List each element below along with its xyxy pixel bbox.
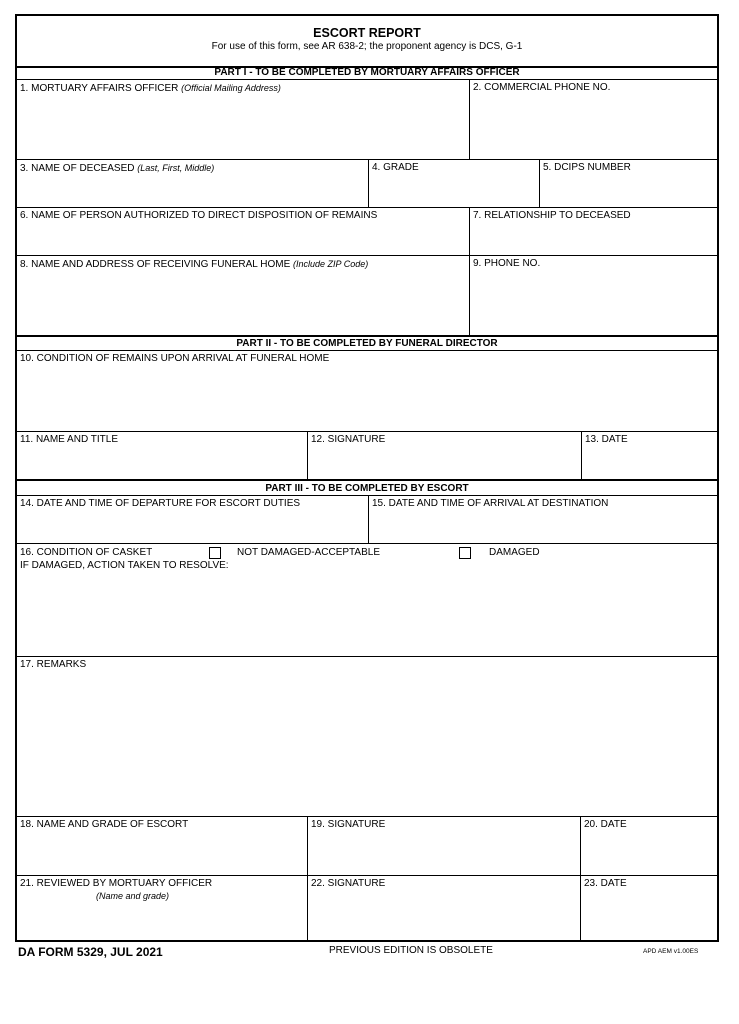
field-14-label: 14. DATE AND TIME OF DEPARTURE FOR ESCORT DUTIES — [20, 498, 301, 509]
field-escort-signature[interactable] — [308, 817, 581, 876]
field-person-authorized[interactable] — [17, 208, 470, 256]
field-escort-name-grade[interactable] — [17, 817, 308, 876]
field-funeral-home[interactable] — [17, 256, 470, 336]
field-3-label: 3. NAME OF DECEASED — [20, 163, 135, 174]
field-arrival-date-time[interactable] — [369, 496, 717, 544]
field-director-date[interactable] — [582, 432, 717, 480]
field-escort-date[interactable] — [581, 817, 717, 876]
field-director-name-title[interactable] — [17, 432, 308, 480]
field-15-label: 15. DATE AND TIME OF ARRIVAL AT DESTINATION — [372, 498, 609, 509]
part1-heading: PART I - TO BE COMPLETED BY MORTUARY AFFAIRS OFFICER — [17, 66, 717, 80]
damaged-label: DAMAGED — [489, 547, 540, 558]
field-23-label: 23. DATE — [584, 878, 627, 889]
field-22-label: 22. SIGNATURE — [311, 878, 386, 889]
field-remarks[interactable] — [17, 657, 717, 817]
field-7-label: 7. RELATIONSHIP TO DECEASED — [473, 210, 631, 221]
field-11-label: 11. NAME AND TITLE — [20, 434, 118, 445]
damaged-checkbox[interactable] — [459, 547, 471, 559]
field-2-label: 2. COMMERCIAL PHONE NO. — [473, 82, 611, 93]
part2-heading: PART II - TO BE COMPLETED BY FUNERAL DIRECTOR — [17, 335, 717, 351]
field-dcips-number[interactable] — [540, 160, 717, 208]
field-8-label: 8. NAME AND ADDRESS OF RECEIVING FUNERAL HOME — [20, 259, 291, 270]
not-damaged-label: NOT DAMAGED-ACCEPTABLE — [237, 547, 380, 558]
field-17-label: 17. REMARKS — [20, 659, 87, 670]
not-damaged-checkbox[interactable] — [209, 547, 221, 559]
damage-action-label[interactable]: IF DAMAGED, ACTION TAKEN TO RESOLVE: — [20, 560, 229, 571]
field-reviewer-signature[interactable] — [308, 876, 581, 940]
field-21-note: (Name and grade) — [96, 891, 170, 901]
field-5-label: 5. DCIPS NUMBER — [543, 162, 631, 173]
field-20-label: 20. DATE — [584, 819, 627, 830]
field-reviewer-date[interactable] — [581, 876, 717, 940]
form-number: DA FORM 5329, JUL 2021 — [18, 945, 163, 959]
field-9-label: 9. PHONE NO. — [473, 258, 541, 269]
field-21-label: 21. REVIEWED BY MORTUARY OFFICER — [20, 878, 213, 889]
field-8-note: (Include ZIP Code) — [293, 259, 369, 269]
field-reviewed-by[interactable] — [17, 876, 308, 940]
field-director-signature[interactable] — [308, 432, 582, 480]
edition-notice: PREVIOUS EDITION IS OBSOLETE — [329, 945, 493, 956]
field-condition-of-remains[interactable] — [17, 351, 717, 432]
field-condition-of-casket — [17, 544, 717, 657]
field-13-label: 13. DATE — [585, 434, 628, 445]
field-10-label: 10. CONDITION OF REMAINS UPON ARRIVAL AT FUNERAL HOME — [20, 353, 330, 364]
field-1-label: 1. MORTUARY AFFAIRS OFFICER — [20, 83, 179, 94]
field-1-note: (Official Mailing Address) — [181, 83, 281, 93]
field-grade[interactable] — [369, 160, 540, 208]
field-12-label: 12. SIGNATURE — [311, 434, 386, 445]
field-18-label: 18. NAME AND GRADE OF ESCORT — [20, 819, 189, 830]
field-3-note: (Last, First, Middle) — [137, 163, 215, 173]
part3-heading: PART III - TO BE COMPLETED BY ESCORT — [17, 479, 717, 496]
form-subtitle: For use of this form, see AR 638-2; the proponent agency is DCS, G-1 — [211, 41, 523, 52]
field-19-label: 19. SIGNATURE — [311, 819, 386, 830]
field-mortuary-affairs-officer[interactable] — [17, 80, 470, 160]
field-relationship[interactable] — [470, 208, 717, 256]
field-name-of-deceased[interactable] — [17, 160, 369, 208]
field-departure-date-time[interactable] — [17, 496, 369, 544]
version-label: APD AEM v1.00ES — [643, 948, 699, 955]
field-commercial-phone[interactable] — [470, 80, 717, 160]
field-4-label: 4. GRADE — [372, 162, 419, 173]
casket-condition-row — [20, 546, 714, 560]
field-16-label: 16. CONDITION OF CASKET — [20, 547, 153, 558]
form-header — [17, 16, 717, 68]
field-funeral-home-phone[interactable] — [470, 256, 717, 336]
form-title: ESCORT REPORT — [313, 26, 421, 40]
field-6-label: 6. NAME OF PERSON AUTHORIZED TO DIRECT DISPOSITION OF REMAINS — [20, 210, 378, 221]
escort-report-form — [15, 14, 719, 942]
